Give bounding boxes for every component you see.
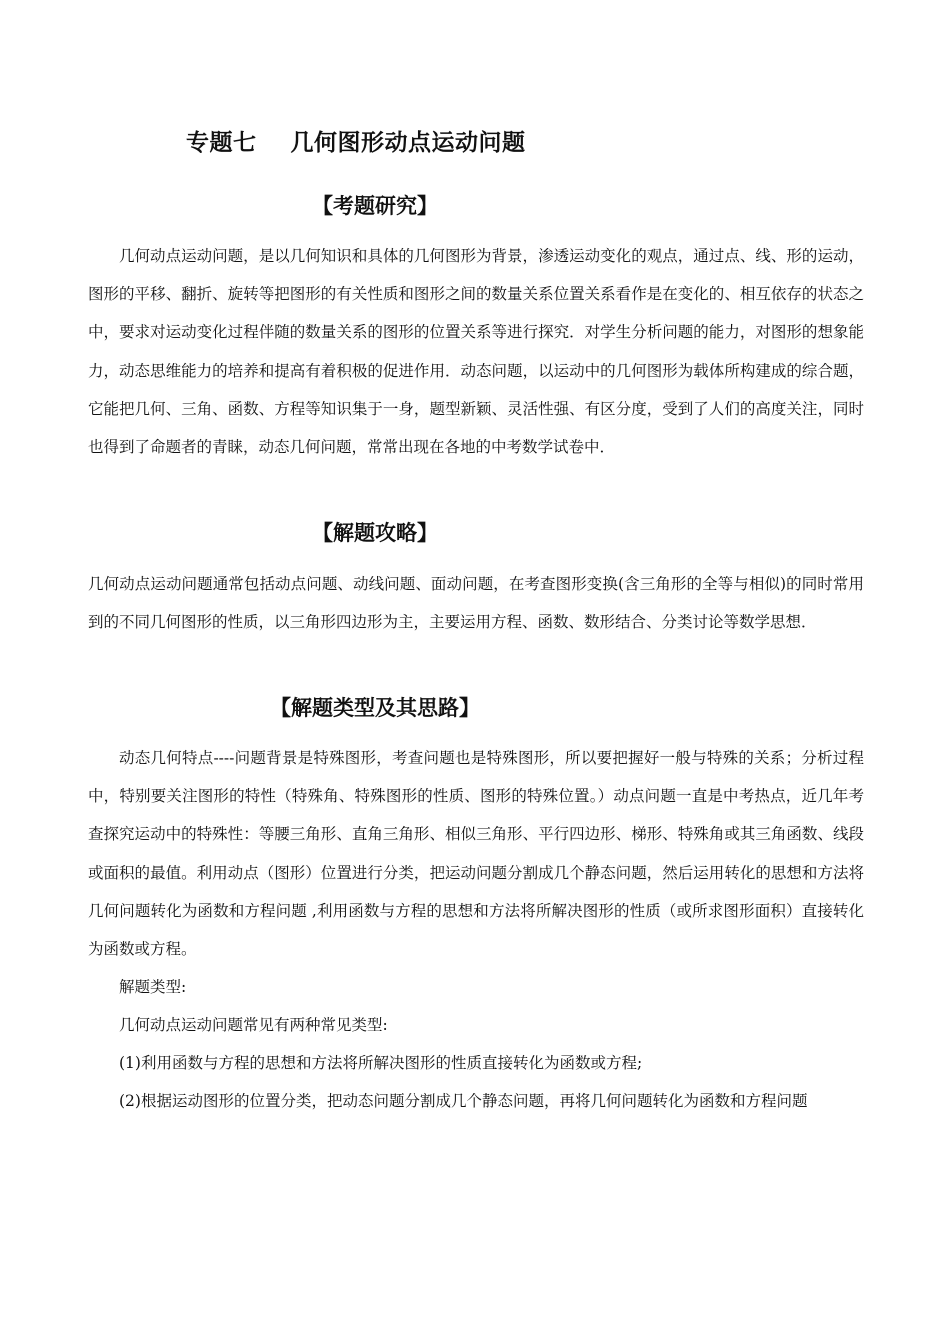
types-item-2: (2)根据运动图形的位置分类，把动态问题分割成几个静态问题，再将几何问题转化为函数和方程问题 [119,1092,808,1110]
research-paragraph: 几何动点运动问题，是以几何知识和具体的几何图形为背景，渗透运动变化的观点，通过点、线、形的运动，图形的平移、翻折、旋转等把图形的有关性质和图形之间的数量关系位置关系看作是在变化的、相互依存的状态之中，要求对运动变化过程伴随的数量关系的图形的位置关系等进行探究．对学生分析问题的能力，对图形的想象能力，动态思维能力的培养和提高有着积极的促进作用．动态问题，以运动中的几何图形为载体所构建成的综合题，它能把几何、三角、函数、方程等知识集于一身，题型新颖、灵活性强、有区分度，受到了人们的高度关注，同时也得到了命题者的青睐，动态几何问题，常常出现在各地的中考数学试卷中． [88,247,864,457]
types-paragraph: 动态几何特点----问题背景是特殊图形，考查问题也是特殊图形，所以要把握好一般与特殊的关系；分析过程中，特别要关注图形的特性（特殊角、特殊图形的性质、图形的特殊位置。）动点问题一直是中考热点，近几年考查探究运动中的特殊性：等腰三角形、直角三角形、相似三角形、平行四边形、梯形、特殊角或其三角函数、线段或面积的最值。利用动点（图形）位置进行分类，把运动问题分割成几个静态问题，然后运用转化的思想和方法将几何问题转化为函数和方程问题 ,利用函数与方程的思想和方法将所解决图形的性质（或所求图形面积）直接转化为函数或方程。 [88,749,864,959]
types-item-1: (1)利用函数与方程的思想和方法将所解决图形的性质直接转化为函数或方程; [119,1054,643,1072]
types-common-intro: 几何动点运动问题常见有两种常见类型: [119,1016,388,1034]
section-heading-research: 【考题研究】 [312,193,438,218]
section-heading-strategy: 【解题攻略】 [312,520,438,545]
page-title: 专题七 几何图形动点运动问题 [186,129,526,156]
section-heading-types: 【解题类型及其思路】 [270,695,480,720]
types-label: 解题类型: [119,978,187,996]
strategy-paragraph: 几何动点运动问题通常包括动点问题、动线问题、面动问题，在考查图形变换(含三角形的全等与相似)的同时常用到的不同几何图形的性质，以三角形四边形为主，主要运用方程、函数、数形结合、分类讨论等数学思想． [88,575,864,632]
